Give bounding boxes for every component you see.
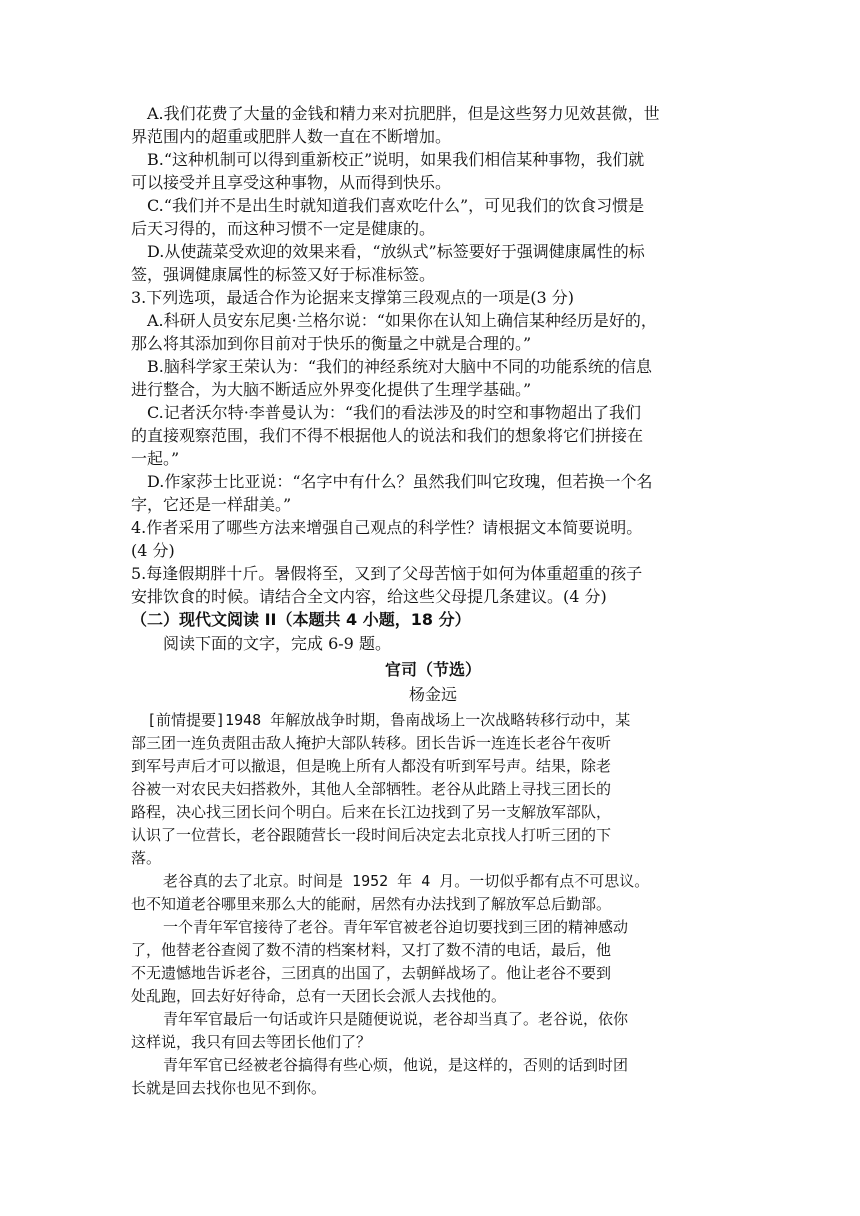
story-line: 不无遗憾地告诉老谷，三团真的出国了，去朝鲜战场了。他让老谷不要到 bbox=[131, 964, 612, 982]
story-line: 落。 bbox=[131, 849, 162, 867]
exam-page bbox=[131, 102, 735, 1100]
story-line: 老谷真的去了北京。时间是 1952 年 4 月。一切似乎都有点不可思议。 bbox=[163, 872, 650, 890]
q2-option-b-cont: 可以接受并且享受这种事物，从而得到快乐。 bbox=[131, 173, 452, 192]
q2-option-a: A.我们花费了大量的金钱和精力来对抗肥胖，但是这些努力见效甚微，世 bbox=[147, 104, 660, 123]
q3-option-a-cont: 那么将其添加到你目前对于快乐的衡量之中就是合理的。” bbox=[131, 334, 532, 353]
story-line: [前情提要]1948 年解放战争时期，鲁南战场上一次战略转移行动中，某 bbox=[147, 711, 631, 729]
q2-option-a-cont: 界范围内的超重或肥胖人数一直在不断增加。 bbox=[131, 127, 452, 146]
q3-option-d: D.作家莎士比亚说：“名字中有什么？虽然我们叫它玫瑰，但若换一个名 bbox=[147, 472, 653, 491]
story-line: 谷被一对农民夫妇搭救外，其他人全部牺牲。老谷从此踏上寻找三团长的 bbox=[131, 780, 612, 798]
q3-option-c-cont2: 一起。” bbox=[131, 449, 180, 468]
story-line: 也不知道老谷哪里来那么大的能耐，居然有办法找到了解放军总后勤部。 bbox=[131, 895, 612, 913]
q2-option-b: B.“这种机制可以得到重新校正”说明，如果我们相信某种事物，我们就 bbox=[147, 150, 645, 169]
story-line: 青年军官最后一句话或许只是随便说说，老谷却当真了。老谷说，依你 bbox=[163, 1010, 629, 1028]
story-line: 这样说，我只有回去等团长他们了？ bbox=[131, 1033, 372, 1051]
q5-stem: 5.每逢假期胖十斤。暑假将至，又到了父母苦恼于如何为体重超重的孩子 bbox=[131, 564, 643, 583]
q3-option-d-cont: 字，它还是一样甜美。” bbox=[131, 495, 292, 514]
section-instruction: 阅读下面的文字，完成 6-9 题。 bbox=[163, 634, 391, 653]
story-title: 官司（节选） bbox=[384, 660, 481, 679]
q2-option-d: D.从使蔬菜受欢迎的效果来看，“放纵式”标签要好于强调健康属性的标 bbox=[147, 242, 645, 261]
q3-option-b: B.脑科学家王荣认为：“我们的神经系统对大脑中不同的功能系统的信息 bbox=[147, 357, 653, 376]
q5-stem-cont: 安排饮食的时候。请结合全文内容，给这些父母提几条建议。(4 分) bbox=[131, 587, 607, 606]
story-line: 到军号声后才可以撤退，但是晚上所有人都没有听到军号声。结果，除老 bbox=[131, 757, 612, 775]
q2-option-c-cont: 后天习得的，而这种习惯不一定是健康的。 bbox=[131, 219, 436, 238]
story-line: 青年军官已经被老谷搞得有些心烦，他说，是这样的，否则的话到时团 bbox=[163, 1056, 629, 1074]
story-line: 部三团一连负责阻击敌人掩护大部队转移。团长告诉一连连长老谷午夜听 bbox=[131, 734, 612, 752]
story-author: 杨金远 bbox=[408, 685, 457, 704]
q3-option-c-cont: 的直接观察范围，我们不得不根据他人的说法和我们的想象将它们拼接在 bbox=[131, 426, 644, 445]
q2-option-c: C.“我们并不是出生时就知道我们喜欢吃什么”，可见我们的饮食习惯是 bbox=[147, 196, 645, 215]
story-line: 路程，决心找三团长问个明白。后来在长江边找到了另一支解放军部队， bbox=[131, 803, 612, 821]
story-line: 长就是回去找你也见不到你。 bbox=[131, 1079, 327, 1097]
story-line: 处乱跑，回去好好待命，总有一天团长会派人去找他的。 bbox=[131, 987, 507, 1005]
q3-stem: 3.下列选项，最适合作为论据来支撑第三段观点的一项是(3 分) bbox=[131, 288, 575, 307]
q3-option-c: C.记者沃尔特·李普曼认为：“我们的看法涉及的时空和事物超出了我们 bbox=[147, 403, 642, 422]
q2-option-d-cont: 签，强调健康属性的标签又好于标准标签。 bbox=[131, 265, 436, 284]
q3-option-b-cont: 进行整合，为大脑不断适应外界变化提供了生理学基础。” bbox=[131, 380, 532, 399]
q4-stem: 4.作者采用了哪些方法来增强自己观点的科学性？请根据文本简要说明。 bbox=[131, 518, 643, 537]
section-heading: （二）现代文阅读 II（本题共 4 小题，18 分） bbox=[131, 610, 471, 629]
story-line: 了，他替老谷查阅了数不清的档案材料，又打了数不清的电话，最后，他 bbox=[131, 941, 612, 959]
q3-option-a: A.科研人员安东尼奥·兰格尔说：“如果你在认知上确信某种经历是好的， bbox=[147, 311, 657, 330]
story-line: 一个青年军官接待了老谷。青年军官被老谷迫切要找到三团的精神感动 bbox=[163, 918, 629, 936]
q4-score: (4 分) bbox=[131, 541, 175, 560]
story-body bbox=[131, 709, 735, 1100]
story-line: 认识了一位营长，老谷跟随营长一段时间后决定去北京找人打听三团的下 bbox=[131, 826, 612, 844]
